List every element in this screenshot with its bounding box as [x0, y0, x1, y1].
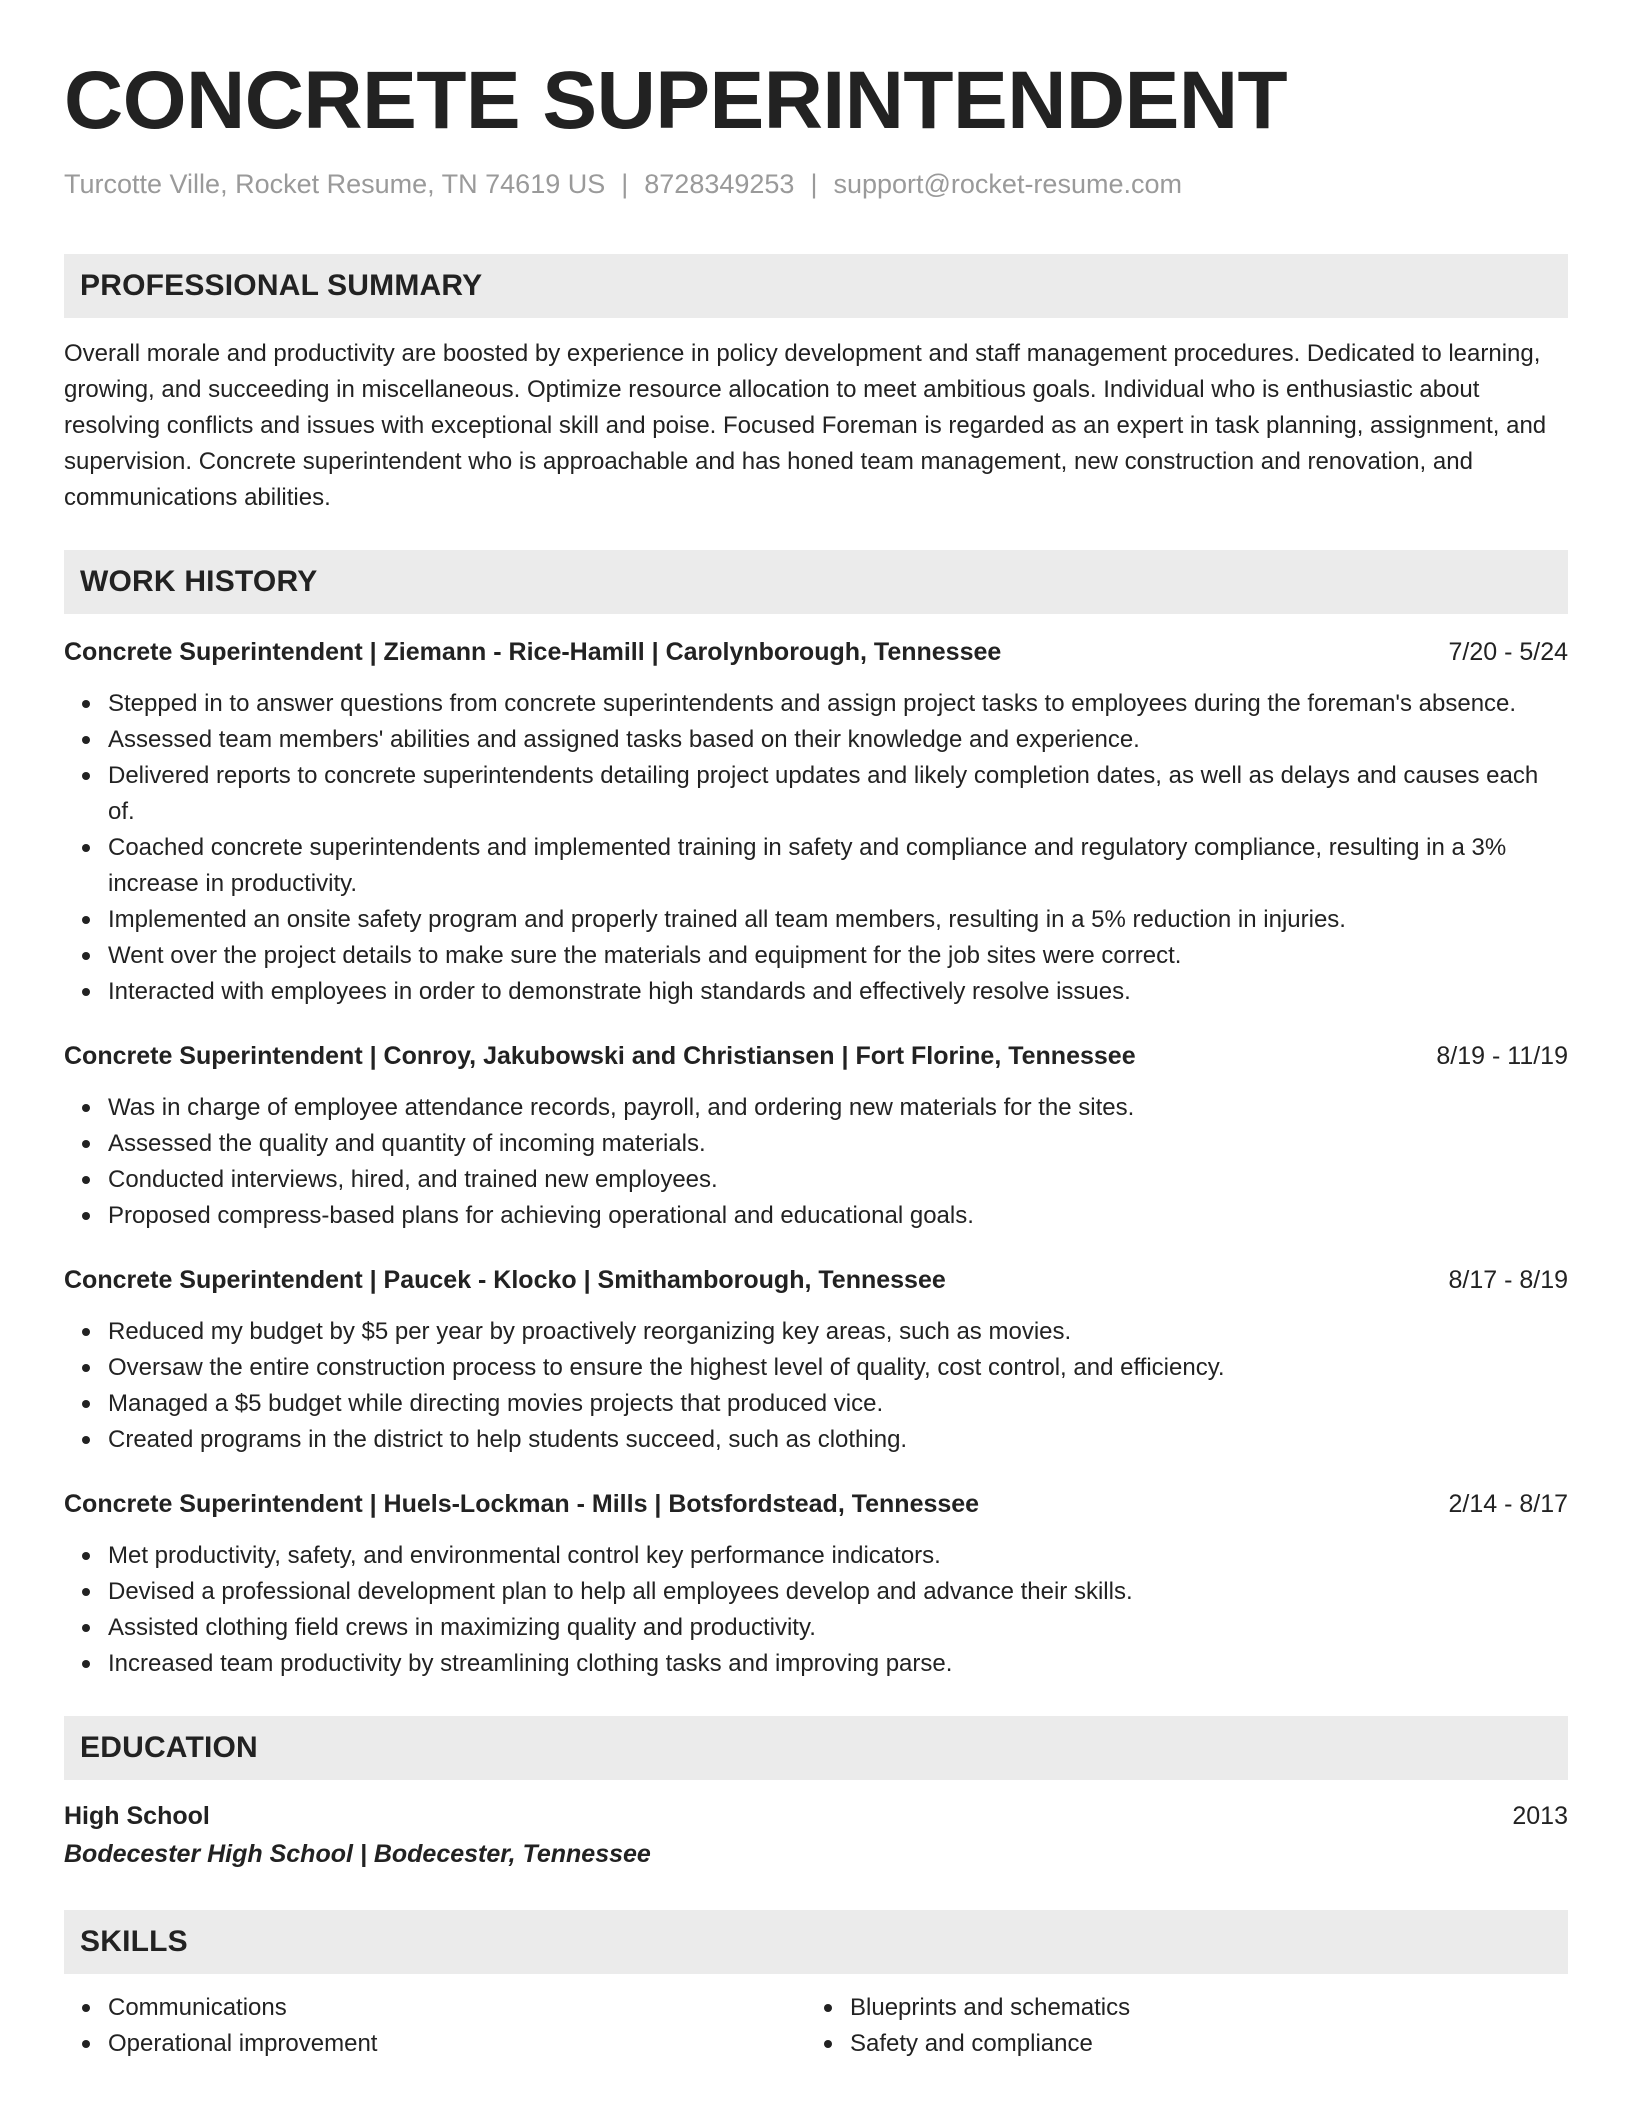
section-heading-summary: PROFESSIONAL SUMMARY	[64, 254, 1568, 318]
contact-phone: 8728349253	[644, 169, 795, 199]
job-bullet: Conducted interviews, hired, and trained new employees.	[108, 1162, 1568, 1198]
skill-item: Blueprints and schematics	[850, 1990, 1548, 2026]
job-bullet: Stepped in to answer questions from concrete superintendents and assign project tasks to employees during the foreman's absence.	[108, 686, 1568, 722]
job-bullet: Assessed the quality and quantity of incoming materials.	[108, 1126, 1568, 1162]
skill-item: Safety and compliance	[850, 2026, 1548, 2062]
job-bullet: Assessed team members' abilities and assigned tasks based on their knowledge and experience.	[108, 722, 1568, 758]
education-entry	[64, 1798, 1568, 1834]
resume-page	[64, 0, 1568, 2062]
job-header	[64, 1486, 1568, 1522]
education-school: Bodecester High School | Bodecester, Tennessee	[64, 1840, 651, 1868]
job-bullet: Created programs in the district to help students succeed, such as clothing.	[108, 1422, 1568, 1458]
job-bullet: Proposed compress-based plans for achieving operational and educational goals.	[108, 1198, 1568, 1234]
job-bullet: Met productivity, safety, and environmental control key performance indicators.	[108, 1538, 1568, 1574]
job-entry	[64, 1486, 1568, 1682]
skills-column-left	[64, 1990, 806, 2062]
job-header	[64, 1038, 1568, 1074]
job-dates: 2/14 - 8/17	[1448, 1490, 1568, 1518]
resume-name: CONCRETE SUPERINTENDENT	[64, 55, 1288, 146]
section-heading-skills: SKILLS	[64, 1910, 1568, 1974]
section-heading-work-history: WORK HISTORY	[64, 550, 1568, 614]
summary-text: Overall morale and productivity are boosted by experience in policy development and staff management procedures. Dedicated to learning, growing, and succeeding in miscellaneous. Optimize resource allocation to meet ambitious goals. Individual who is enthusiastic about resolving conflicts and issues with exceptional skill and poise. Focused Foreman is regarded as an expert in task planning, assignment, and supervision. Concrete superintendent who is approachable and has honed team management, new construction and renovation, and communications abilities.	[64, 340, 1547, 511]
job-bullet: Implemented an onsite safety program and properly trained all team members, resulting in a 5% reduction in injuries.	[108, 902, 1568, 938]
job-bullet: Managed a $5 budget while directing movies projects that produced vice.	[108, 1386, 1568, 1422]
job-bullet: Increased team productivity by streamlining clothing tasks and improving parse.	[108, 1646, 1568, 1682]
skills-bullets	[64, 1990, 806, 2062]
job-bullet: Went over the project details to make sure the materials and equipment for the job sites were correct.	[108, 938, 1568, 974]
education-year: 2013	[1512, 1802, 1568, 1830]
job-bullets	[64, 1314, 1568, 1458]
job-entry	[64, 1038, 1568, 1234]
job-header	[64, 634, 1568, 670]
skills-column-right	[806, 1990, 1548, 2062]
job-bullets	[64, 1538, 1568, 1682]
education-degree: High School	[64, 1802, 210, 1830]
job-dates: 8/17 - 8/19	[1448, 1266, 1568, 1294]
job-bullet: Coached concrete superintendents and implemented training in safety and compliance and regulatory compliance, resulting in a 3% increase in productivity.	[108, 830, 1568, 902]
job-bullet: Devised a professional development plan to help all employees develop and advance their skills.	[108, 1574, 1568, 1610]
job-bullet: Assisted clothing field crews in maximizing quality and productivity.	[108, 1610, 1568, 1646]
contact-separator: |	[621, 169, 629, 199]
job-title: Concrete Superintendent | Paucek - Klocko | Smithamborough, Tennessee	[64, 1266, 946, 1294]
skill-item: Communications	[108, 1990, 806, 2026]
skills-bullets	[806, 1990, 1548, 2062]
job-bullet: Interacted with employees in order to demonstrate high standards and effectively resolve issues.	[108, 974, 1568, 1010]
skills-list	[64, 1990, 1568, 2062]
job-bullet: Delivered reports to concrete superintendents detailing project updates and likely completion dates, as well as delays and causes each of.	[108, 758, 1568, 830]
contact-address: Turcotte Ville, Rocket Resume, TN 74619 US	[64, 169, 606, 199]
job-header	[64, 1262, 1568, 1298]
contact-separator: |	[810, 169, 818, 199]
job-bullets	[64, 686, 1568, 1010]
job-title: Concrete Superintendent | Ziemann - Rice-Hamill | Carolynborough, Tennessee	[64, 638, 1002, 666]
job-bullet: Was in charge of employee attendance records, payroll, and ordering new materials for the sites.	[108, 1090, 1568, 1126]
job-bullet: Oversaw the entire construction process to ensure the highest level of quality, cost control, and efficiency.	[108, 1350, 1568, 1386]
job-dates: 8/19 - 11/19	[1436, 1042, 1568, 1070]
job-title: Concrete Superintendent | Huels-Lockman - Mills | Botsfordstead, Tennessee	[64, 1490, 980, 1518]
job-entry	[64, 1262, 1568, 1458]
skill-item: Operational improvement	[108, 2026, 806, 2062]
contact-email: support@rocket-resume.com	[833, 169, 1182, 199]
job-dates: 7/20 - 5/24	[1448, 638, 1568, 666]
section-heading-education: EDUCATION	[64, 1716, 1568, 1780]
job-bullet: Reduced my budget by $5 per year by proactively reorganizing key areas, such as movies.	[108, 1314, 1568, 1350]
job-bullets	[64, 1090, 1568, 1234]
contact-line	[64, 166, 1568, 202]
job-entry	[64, 634, 1568, 1010]
job-title: Concrete Superintendent | Conroy, Jakubowski and Christiansen | Fort Florine, Tennessee	[64, 1042, 1136, 1070]
